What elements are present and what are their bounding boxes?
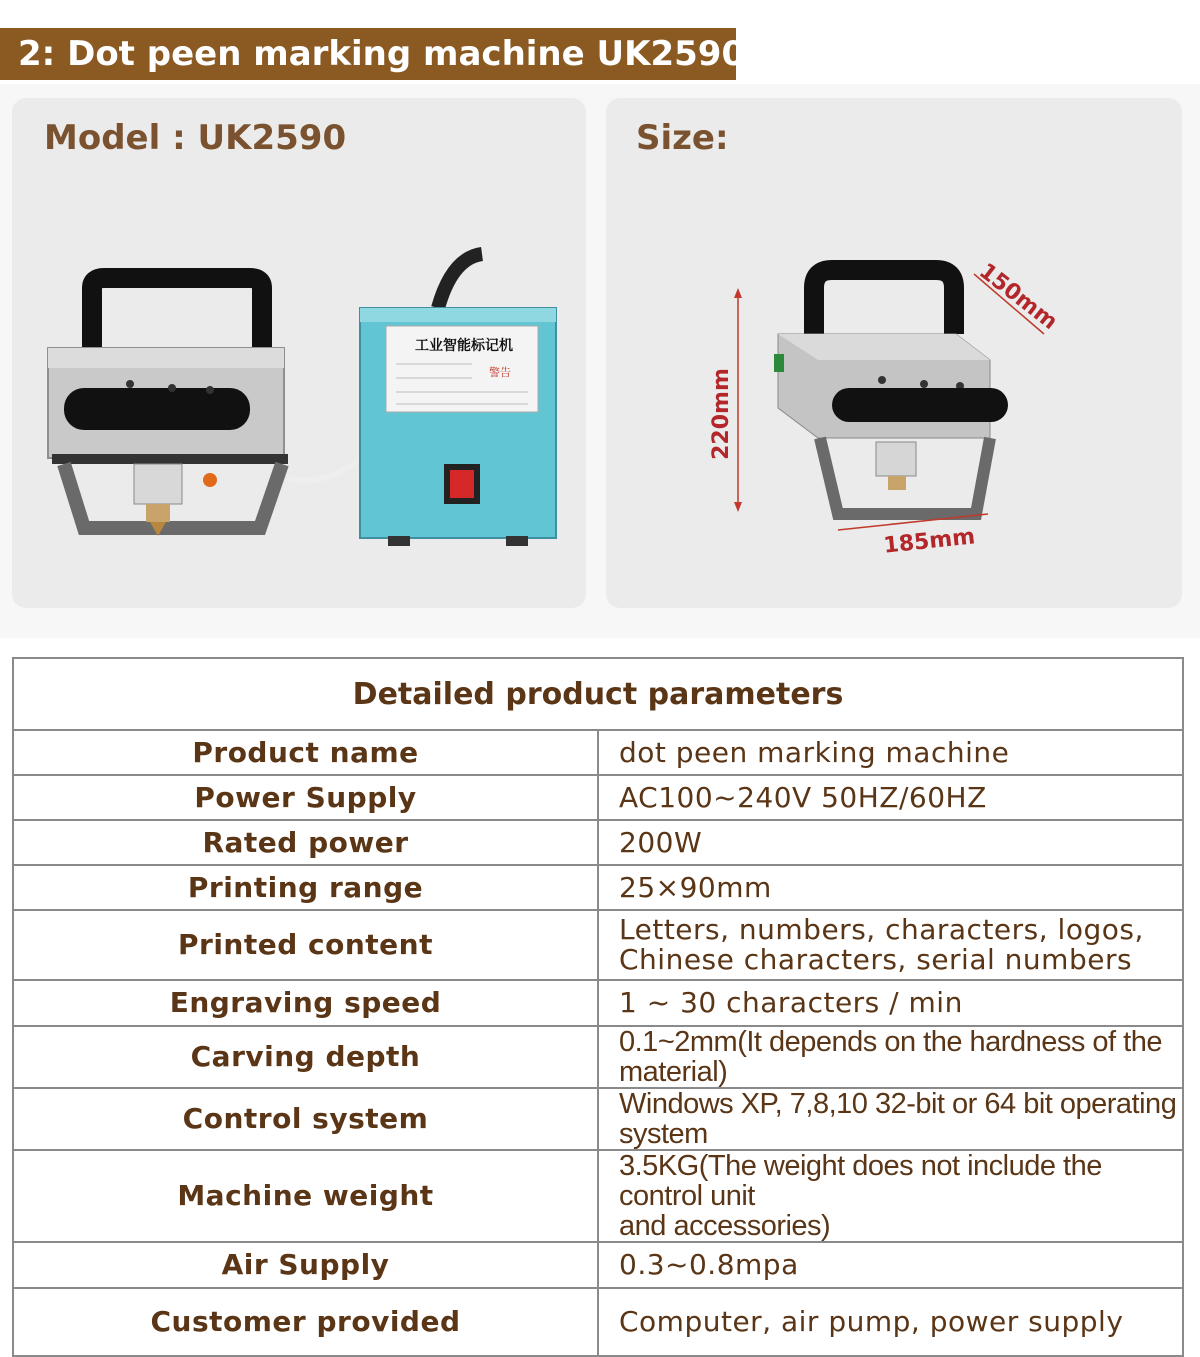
table-row [13,910,1183,980]
depth-dim-label: 150mm [974,258,1062,335]
handle-shape [814,270,954,334]
table-row [13,1026,1183,1088]
param-key: Control system [13,1088,598,1150]
machine-photo [12,98,586,608]
param-value-line2: and accessories) [619,1210,831,1242]
controller-warning: 警告 [489,366,511,379]
width-dim-label: 185mm [882,524,977,559]
param-key: Product name [13,730,598,775]
size-panel [606,98,1182,608]
handle-shape [92,278,262,348]
table-row [13,820,1183,865]
param-value-line1: Letters, numbers, characters, logos, [619,913,1144,946]
param-key: Carving depth [13,1026,598,1088]
param-key: Air Supply [13,1242,598,1288]
table-row [13,730,1183,775]
param-key: Printed content [13,910,598,980]
model-title: Model : UK2590 [44,118,347,158]
model-panel [12,98,586,608]
param-key: Engraving speed [13,980,598,1026]
param-value: 200W [598,820,1183,865]
param-value: 0.1~2mm(It depends on the hardness of the material) [598,1026,1183,1088]
controller-label-title: 工业智能标记机 [415,338,513,354]
param-value: Computer, air pump, power supply [598,1288,1183,1356]
table-row [13,1088,1183,1150]
front-grip [832,388,1008,422]
table-row [13,775,1183,820]
param-key: Printing range [13,865,598,910]
parameters-table [12,657,1184,1357]
param-value: dot peen marking machine [598,730,1183,775]
height-dim-label: 220mm [709,368,734,460]
param-value: Windows XP, 7,8,10 32-bit or 64 bit operating system [598,1088,1183,1150]
table-heading: Detailed product parameters [13,658,1183,730]
param-value-multiline [598,910,1183,980]
param-key: Customer provided [13,1288,598,1356]
size-title: Size: [636,118,729,158]
param-value-multiline [598,1150,1183,1242]
param-value: AC100~240V 50HZ/60HZ [598,775,1183,820]
param-key: Machine weight [13,1150,598,1242]
controller-handle [438,254,482,308]
table-row [13,980,1183,1026]
param-value: 0.3~0.8mpa [598,1242,1183,1288]
table-row [13,865,1183,910]
param-key: Power Supply [13,775,598,820]
param-value-line2: Chinese characters, serial numbers [619,943,1133,976]
param-value-line1: 3.5KG(The weight does not include the control unit [619,1150,1102,1212]
param-value: 1 ~ 30 characters / min [598,980,1183,1026]
front-grip [64,388,250,430]
section-banner: 2: Dot peen marking machine UK2590 [0,28,736,80]
param-key: Rated power [13,820,598,865]
table-row [13,1288,1183,1356]
table-row [13,1150,1183,1242]
param-value: 25×90mm [598,865,1183,910]
table-row [13,1242,1183,1288]
size-diagram [606,98,1182,608]
